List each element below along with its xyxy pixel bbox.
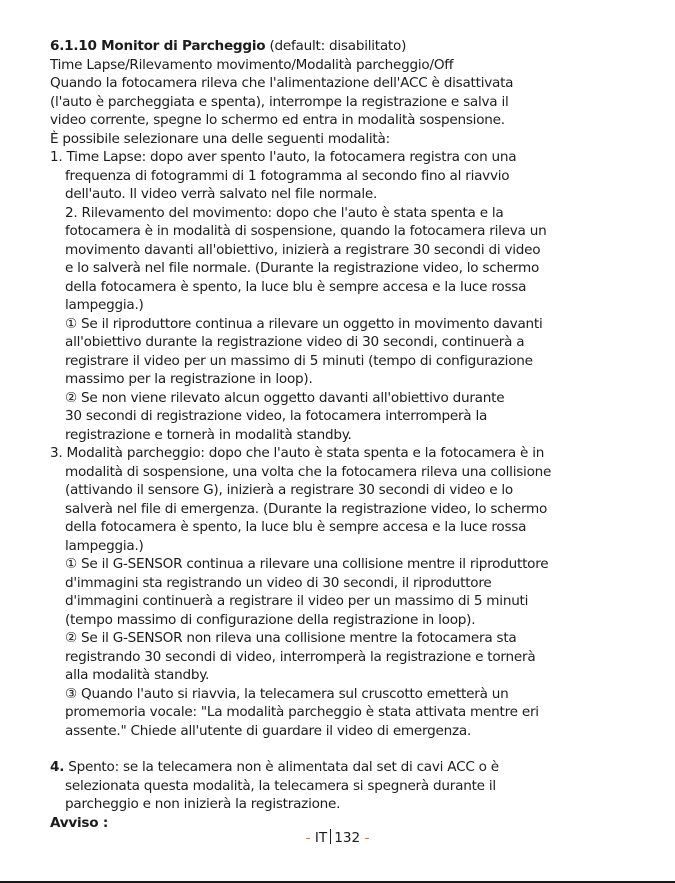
text-line: massimo per la registrazione in loop). [65, 371, 313, 387]
text-line: ③ Quando l'auto si riavvia, la telecamera sul cruscotto emetterà un [65, 685, 509, 702]
text-line: frequenza di fotogrammi di 1 fotogramma al secondo fino al riavvio [65, 167, 510, 184]
text-line: salverà nel file di emergenza. (Durante la registrazione video, lo schermo [65, 500, 548, 517]
footer-language: IT [314, 830, 328, 846]
text-line: della fotocamera è spento, la luce blu è sempre accesa e la luce rossa [65, 519, 527, 535]
text-line: ② Se non viene rilevato alcun oggetto davanti all'obiettivo durante [65, 389, 505, 406]
footer-dash-right: - [364, 830, 370, 846]
text-line: lampeggia.) [65, 537, 144, 554]
text-line: 1. Time Lapse: dopo aver spento l'auto, la fotocamera registra con una [50, 149, 517, 165]
text-line: (l'auto è parcheggiata e spenta), interrompe la registrazione e salva il [50, 93, 509, 110]
text-line: ① Se il riproduttore continua a rilevare un oggetto in movimento davanti [65, 315, 543, 332]
text-line: 30 secondi di registrazione video, la fotocamera interromperà la [65, 408, 488, 424]
section-default: (default: disabilitato) [265, 38, 407, 54]
item-4-line-1 [50, 758, 499, 777]
text-line: (tempo massimo di configurazione della registrazione in loop). [65, 611, 476, 628]
text-line: all'obiettivo durante la registrazione video di 30 secondi, continuerà a [65, 334, 525, 350]
footer-page-number: 132 [334, 830, 361, 846]
item-4-line-3: parcheggio e non inizierà la registrazione. [65, 796, 341, 812]
text-line: alla modalità standby. [65, 667, 210, 683]
text-line: ② Se il G-SENSOR non rileva una collisione mentre la fotocamera sta [65, 630, 517, 646]
text-line: registrazione e tornerà in modalità standby. [65, 426, 352, 443]
text-line: d'immagini continuerà a registrare il video per un massimo di 5 minuti [65, 593, 529, 609]
footer-separator [330, 829, 331, 844]
item-4-number: 4. [50, 759, 65, 775]
text-line: della fotocamera è spento, la luce blu è sempre accesa e la luce rossa [65, 278, 527, 295]
section-heading [50, 37, 406, 56]
text-line: registrando 30 secondi di video, interromperà la registrazione e tornerà [65, 648, 536, 665]
text-line: 3. Modalità parcheggio: dopo che l'auto è stata spenta e la fotocamera è in [50, 445, 545, 461]
text-line: Quando la fotocamera rileva che l'alimentazione dell'ACC è disattivata [50, 75, 514, 91]
text-line: (attivando il sensore G), inizierà a registrare 30 secondi di video e lo [65, 482, 513, 498]
text-line: assente." Chiede all'utente di guardare il video di emergenza. [65, 722, 472, 739]
text-line: dell'auto. Il video verrà salvato nel file normale. [65, 186, 378, 202]
notice-heading: Avviso : [50, 814, 109, 831]
text-line: e lo salverà nel file normale. (Durante la registrazione video, lo schermo [65, 260, 540, 276]
item-4-text: Spento: se la telecamera non è alimentata dal set di cavi ACC o è [64, 759, 499, 775]
section-title: 6.1.10 Monitor di Parcheggio [50, 38, 266, 54]
text-line: ① Se il G-SENSOR continua a rilevare una collisione mentre il riproduttore [65, 556, 549, 572]
text-line: modalità di sospensione, una volta che la fotocamera rileva una collisione [65, 463, 552, 480]
item-4-line-2: selezionata questa modalità, la telecamera si spegnerà durante il [65, 777, 496, 794]
text-line: Time Lapse/Rilevamento movimento/Modalità parcheggio/Off [50, 56, 454, 73]
text-line: promemoria vocale: "La modalità parcheggio è stata attivata mentre eri [65, 704, 539, 720]
text-line: È possibile selezionare una delle seguenti modalità: [50, 130, 390, 147]
text-line: movimento davanti all'obiettivo, inizierà a registrare 30 secondi di video [65, 241, 541, 258]
text-line: registrare il video per un massimo di 5 minuti (tempo di configurazione [65, 352, 533, 369]
page-footer [0, 829, 675, 846]
text-line: d'immagini sta registrando un video di 30 secondi, il riproduttore [65, 574, 492, 591]
text-line: fotocamera è in modalità di sospensione, quando la fotocamera rileva un [65, 223, 547, 239]
text-line: video corrente, spegne lo schermo ed entra in modalità sospensione. [50, 112, 505, 128]
text-line: 2. Rilevamento del movimento: dopo che l'auto è stata spenta e la [65, 204, 504, 221]
footer-dash-left: - [305, 830, 311, 846]
text-line: lampeggia.) [65, 297, 144, 313]
